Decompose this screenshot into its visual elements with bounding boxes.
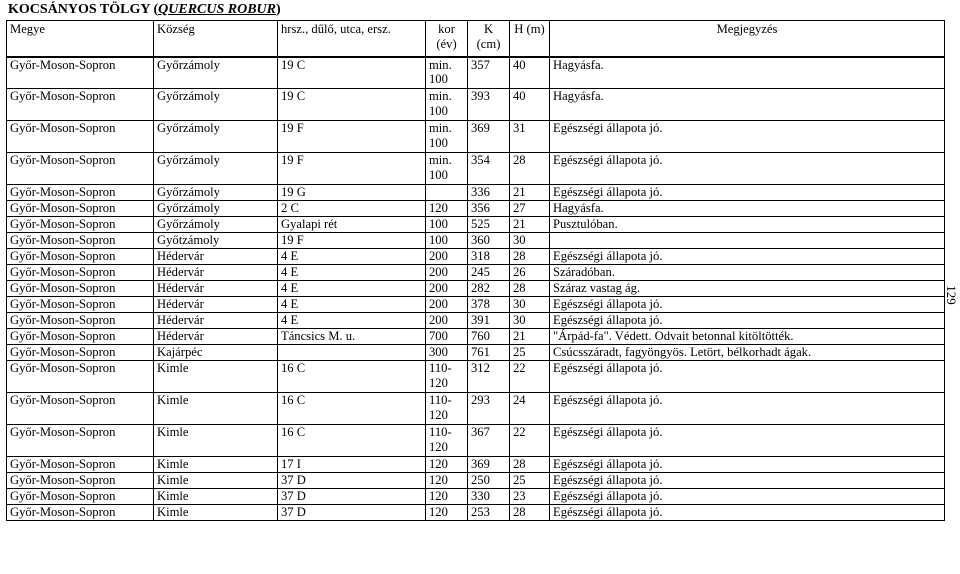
cell-megj: Egészségi állapota jó. [550,185,945,201]
table-body [7,57,945,521]
cell-h: 24 [510,393,550,425]
cell-kor: 120 [426,489,468,505]
page-number [944,283,958,307]
cell-kor: 120 [426,457,468,473]
cell-hrsz: 19 C [278,57,426,89]
cell-kozseg: Győrzámoly [154,185,278,201]
cell-hrsz: 4 E [278,281,426,297]
cell-k: 312 [468,361,510,393]
cell-kor: 200 [426,281,468,297]
table-row [7,201,945,217]
cell-megj: Egészségi állapota jó. [550,489,945,505]
cell-kor: 200 [426,313,468,329]
cell-megj: Egészségi állapota jó. [550,505,945,521]
cell-k: 391 [468,313,510,329]
cell-k: 369 [468,457,510,473]
cell-kozseg: Győrzámoly [154,153,278,185]
cell-hrsz: 4 E [278,249,426,265]
cell-megye: Győr-Moson-Sopron [7,153,154,185]
title-prefix: KOCSÁNYOS TÖLGY ( [8,2,159,17]
cell-hrsz: 4 E [278,265,426,281]
cell-megye: Győr-Moson-Sopron [7,345,154,361]
cell-megye: Győr-Moson-Sopron [7,201,154,217]
cell-megye: Győr-Moson-Sopron [7,361,154,393]
table-row [7,249,945,265]
cell-kozseg: Kajárpéc [154,345,278,361]
table-row [7,393,945,425]
cell-megye: Győr-Moson-Sopron [7,505,154,521]
cell-kor: 120 [426,473,468,489]
cell-megj: Száradóban. [550,265,945,281]
cell-megj: Egészségi állapota jó. [550,473,945,489]
cell-megye: Győr-Moson-Sopron [7,185,154,201]
cell-megj: "Árpád-fa". Védett. Odvait betonnal kitöltötték. [550,329,945,345]
cell-k: 393 [468,89,510,121]
table-row [7,153,945,185]
table-row [7,505,945,521]
cell-megye: Győr-Moson-Sopron [7,281,154,297]
cell-kor: 100 [426,217,468,233]
cell-kozseg: Kimle [154,457,278,473]
header-h-text: H (m) [514,22,545,36]
cell-h: 25 [510,345,550,361]
cell-hrsz: 17 I [278,457,426,473]
cell-kor: min. 100 [426,153,468,185]
cell-kor: 700 [426,329,468,345]
cell-k: 336 [468,185,510,201]
cell-k: 525 [468,217,510,233]
cell-kozseg: Kimle [154,489,278,505]
cell-kozseg: Kimle [154,505,278,521]
table-row [7,89,945,121]
cell-kozseg: Kimle [154,361,278,393]
table-row [7,457,945,473]
cell-kozseg: Győrzámoly [154,121,278,153]
cell-kor: 120 [426,201,468,217]
cell-megj [550,233,945,249]
cell-k: 367 [468,425,510,457]
tree-registry-table [6,20,945,521]
cell-kozseg: Győrzámoly [154,57,278,89]
cell-kor: min. 100 [426,57,468,89]
cell-h: 22 [510,361,550,393]
cell-k: 356 [468,201,510,217]
cell-kor: 200 [426,297,468,313]
cell-kor: 100 [426,233,468,249]
header-kor [426,21,468,57]
cell-h: 30 [510,313,550,329]
cell-hrsz: 19 F [278,121,426,153]
cell-megj: Egészségi állapota jó. [550,297,945,313]
cell-hrsz: 19 F [278,153,426,185]
cell-hrsz: 19 C [278,89,426,121]
cell-megye: Győr-Moson-Sopron [7,393,154,425]
header-k-text: K (cm) [476,22,501,51]
cell-hrsz: 16 C [278,425,426,457]
table-row [7,345,945,361]
cell-k: 360 [468,233,510,249]
cell-megye: Győr-Moson-Sopron [7,89,154,121]
cell-k: 761 [468,345,510,361]
cell-hrsz: 19 G [278,185,426,201]
header-megjegyzes: Megjegyzés [550,21,945,57]
cell-megye: Győr-Moson-Sopron [7,329,154,345]
cell-h: 40 [510,89,550,121]
cell-megye: Győr-Moson-Sopron [7,249,154,265]
cell-megye: Győr-Moson-Sopron [7,265,154,281]
title-latin-name: QUERCUS ROBUR [158,2,277,17]
header-row [7,21,945,57]
cell-h: 22 [510,425,550,457]
cell-megj: Egészségi állapota jó. [550,457,945,473]
cell-kozseg: Hédervár [154,313,278,329]
cell-k: 250 [468,473,510,489]
table-row [7,425,945,457]
cell-kor: 300 [426,345,468,361]
table-row [7,473,945,489]
cell-hrsz: 2 C [278,201,426,217]
cell-hrsz: 37 D [278,489,426,505]
page-number-text: 129 [944,285,959,305]
cell-kor: 110- 120 [426,425,468,457]
cell-kor: min. 100 [426,89,468,121]
cell-k: 369 [468,121,510,153]
cell-megye: Győr-Moson-Sopron [7,297,154,313]
cell-megj: Egészségi állapota jó. [550,313,945,329]
cell-megye: Győr-Moson-Sopron [7,217,154,233]
cell-megye: Győr-Moson-Sopron [7,457,154,473]
cell-h: 31 [510,121,550,153]
cell-kozseg: Kimle [154,425,278,457]
cell-kozseg: Hédervár [154,297,278,313]
cell-megj: Egészségi állapota jó. [550,121,945,153]
cell-h: 30 [510,233,550,249]
header-megye: Megye [7,21,154,57]
cell-h: 28 [510,505,550,521]
cell-h: 28 [510,153,550,185]
header-kozseg: Község [154,21,278,57]
cell-hrsz: Gyalapi rét [278,217,426,233]
table-row [7,233,945,249]
table-row [7,281,945,297]
cell-k: 760 [468,329,510,345]
table-row [7,329,945,345]
title-suffix: ) [276,2,281,17]
cell-kor: 200 [426,265,468,281]
cell-megj: Egészségi állapota jó. [550,249,945,265]
cell-h: 23 [510,489,550,505]
cell-h: 21 [510,217,550,233]
table-row [7,361,945,393]
cell-kor: 110- 120 [426,361,468,393]
cell-h: 28 [510,281,550,297]
cell-h: 26 [510,265,550,281]
cell-hrsz: 19 F [278,233,426,249]
cell-kozseg: Győrzámoly [154,201,278,217]
cell-megj: Egészségi állapota jó. [550,425,945,457]
table-row [7,185,945,201]
cell-h: 27 [510,201,550,217]
cell-megj: Egészségi állapota jó. [550,153,945,185]
cell-k: 293 [468,393,510,425]
cell-megye: Győr-Moson-Sopron [7,425,154,457]
cell-kor: 110- 120 [426,393,468,425]
cell-kozseg: Győrzámoly [154,89,278,121]
cell-k: 318 [468,249,510,265]
header-kor-text: kor (év) [436,22,457,51]
cell-h: 30 [510,297,550,313]
cell-megj: Pusztulóban. [550,217,945,233]
header-hrsz: hrsz., dűlő, utca, ersz. [278,21,426,57]
cell-kozseg: Hédervár [154,249,278,265]
cell-megj: Csúcsszáradt, fagyöngyös. Letört, bélkorhadt ágak. [550,345,945,361]
cell-megye: Győr-Moson-Sopron [7,473,154,489]
cell-k: 253 [468,505,510,521]
cell-h: 21 [510,185,550,201]
table-row [7,297,945,313]
cell-kozseg: Kimle [154,473,278,489]
cell-kozseg: Hédervár [154,281,278,297]
table-row [7,217,945,233]
cell-k: 357 [468,57,510,89]
cell-kozseg: Hédervár [154,329,278,345]
cell-kor [426,185,468,201]
cell-megj: Egészségi állapota jó. [550,393,945,425]
page-title [8,2,281,18]
cell-kozseg: Hédervár [154,265,278,281]
cell-megye: Győr-Moson-Sopron [7,313,154,329]
cell-kor: 120 [426,505,468,521]
cell-kor: 200 [426,249,468,265]
cell-h: 25 [510,473,550,489]
table-row [7,313,945,329]
cell-megye: Győr-Moson-Sopron [7,489,154,505]
header-h [510,21,550,57]
cell-hrsz: 4 E [278,313,426,329]
cell-h: 40 [510,57,550,89]
cell-kor: min. 100 [426,121,468,153]
table-row [7,265,945,281]
cell-kozseg: Győtzámoly [154,233,278,249]
cell-hrsz: 37 D [278,505,426,521]
table-row [7,489,945,505]
cell-hrsz: 37 D [278,473,426,489]
cell-h: 28 [510,249,550,265]
table-row [7,121,945,153]
cell-megye: Győr-Moson-Sopron [7,57,154,89]
cell-hrsz: 4 E [278,297,426,313]
cell-h: 21 [510,329,550,345]
cell-megj: Hagyásfa. [550,201,945,217]
cell-k: 245 [468,265,510,281]
cell-megye: Győr-Moson-Sopron [7,121,154,153]
header-k [468,21,510,57]
cell-kozseg: Kimle [154,393,278,425]
cell-hrsz: Táncsics M. u. [278,329,426,345]
cell-h: 28 [510,457,550,473]
cell-kozseg: Győrzámoly [154,217,278,233]
cell-k: 354 [468,153,510,185]
cell-hrsz [278,345,426,361]
cell-megj: Hagyásfa. [550,57,945,89]
cell-hrsz: 16 C [278,361,426,393]
cell-hrsz: 16 C [278,393,426,425]
cell-megye: Győr-Moson-Sopron [7,233,154,249]
cell-k: 282 [468,281,510,297]
cell-megj: Egészségi állapota jó. [550,361,945,393]
cell-megj: Hagyásfa. [550,89,945,121]
cell-k: 330 [468,489,510,505]
cell-megj: Száraz vastag ág. [550,281,945,297]
cell-k: 378 [468,297,510,313]
table-row [7,57,945,89]
